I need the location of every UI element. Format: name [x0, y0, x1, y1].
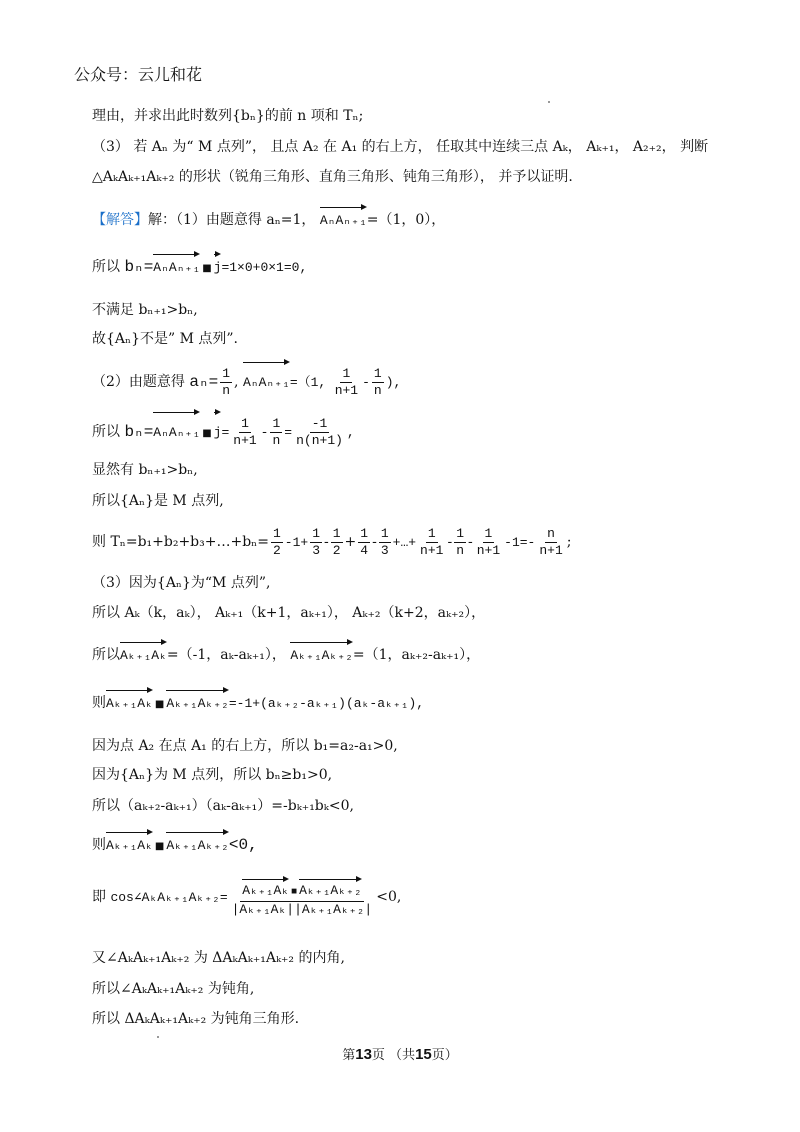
text-line: 所以 ΔAₖAₖ₊₁Aₖ₊₂ 为钝角三角形. — [92, 1011, 300, 1027]
text-line: 所以（aₖ₊₂-aₖ₊₁）（aₖ-aₖ₊₁）=-bₖ₊₁bₖ<0, — [92, 798, 354, 814]
text-line: 所以∠AₖAₖ₊₁Aₖ₊₂ 为钝角, — [92, 981, 255, 997]
vector: Aₖ₊₁Aₖ₊₂ — [166, 688, 229, 714]
text-line: （3）因为{Aₙ}为“M 点列”, — [92, 575, 271, 591]
vector: j — [214, 410, 222, 450]
scan-mark — [548, 101, 550, 103]
vector: AₙAₙ₊₁ — [320, 205, 367, 231]
text-line: 理由，并求出此时数列{bₙ}的前 n 项和 Tₙ; — [92, 108, 364, 124]
vector: Aₖ₊₁Aₖ — [242, 877, 289, 899]
vector: Aₖ₊₁Aₖ₊₂ — [166, 830, 229, 856]
page-footer: 第13页 （共15页） — [342, 1046, 458, 1063]
vector: Aₖ₊₁Aₖ — [106, 830, 153, 856]
vector: Aₖ₊₁Aₖ₊₂ — [290, 640, 353, 666]
text-line: （3） 若 Aₙ 为“ M 点列”， 且点 A₂ 在 A₁ 的右上方， 任取其中连续三点 Aₖ， Aₖ₊₁， A₂₊₂， 判断 — [92, 139, 709, 155]
vector: Aₖ₊₁Aₖ — [120, 640, 167, 666]
text-line: 又∠AₖAₖ₊₁Aₖ₊₂ 为 ΔAₖAₖ₊₁Aₖ₊₂ 的内角, — [92, 950, 345, 966]
scan-mark — [157, 1036, 159, 1038]
vector: Aₖ₊₁Aₖ₊₂ — [299, 877, 362, 899]
formula-line: 则Aₖ₊₁Aₖ ■ Aₖ₊₁Aₖ₊₂=-1+(aₖ₊₂-aₖ₊₁)(aₖ-aₖ₊₁), — [92, 688, 424, 715]
formula-line: 所以 bₙ=AₙAₙ₊₁ ■ j= $\frac{1}{n+1}$ - $\frac{1}{n}$ = $\frac{-1}{n(n+1)}$ , — [92, 410, 355, 451]
vector: AₙAₙ₊₁ — [153, 252, 200, 278]
account-header: 公众号：云儿和花 — [74, 65, 203, 84]
text-line: △AₖAₖ₊₁Aₖ₊₂ 的形状（锐角三角形、直角三角形、钝角三角形）， 并予以证明. — [92, 169, 573, 185]
answer-line: 【解答】解：（1）由题意得 aₙ=1， AₙAₙ₊₁=（1，0）， — [92, 205, 445, 231]
vector: AₙAₙ₊₁ — [243, 360, 290, 400]
text-line: 因为点 A₂ 在点 A₁ 的右上方，所以 b₁=a₂-a₁>0, — [92, 738, 398, 754]
text-line: 因为{Aₙ}为 M 点列，所以 bₙ≥b₁>0, — [92, 767, 333, 783]
vector: Aₖ₊₁Aₖ — [106, 688, 153, 714]
formula-line: 所以 bₙ=AₙAₙ₊₁ ■ j=1×0+0×1=0, — [92, 252, 307, 279]
formula-line: 则Aₖ₊₁Aₖ ■ Aₖ₊₁Aₖ₊₂<0, — [92, 830, 258, 857]
vector: AₙAₙ₊₁ — [153, 410, 200, 450]
text-line: 不满足 bₙ₊₁>bₙ, — [92, 302, 198, 318]
answer-tag: 【解答】 — [92, 212, 148, 228]
text-line: 故{Aₙ}不是” M 点列”. — [92, 331, 238, 347]
page-total: 15 — [415, 1046, 432, 1063]
text-line: 所以{Aₙ}是 M 点列, — [92, 493, 224, 509]
formula-line: 即 cos∠AₖAₖ₊₁Aₖ₊₂= $\frac{\text{Aₖ₊₁Aₖ ■ Aₖ₊₁Aₖ₊₂}}{\text{|Aₖ₊₁Aₖ||Aₖ₊₁Aₖ₊₂|}}$ <0, — [92, 874, 401, 921]
page-number: 13 — [355, 1046, 372, 1063]
formula-line: 则 Tₙ=b₁+b₂+b₃+…+bₙ= $\frac{1}{2}$ -1+ $\frac{1}{3}$ - $\frac{1}{2}$ + $\frac{1}{4}$ - $\frac{1}{3}$ +…+ $\frac{1}{n+1}$ - $\frac{1}{n}$ - $\frac{1}{n+1}$ -1=- $\frac{n}{n+1}$ ; — [92, 525, 572, 558]
vector: j — [214, 252, 222, 278]
text-line: 所以 Aₖ（k，aₖ）， Aₖ₊₁（k+1，aₖ₊₁）， Aₖ₊₂（k+2，aₖ₊₂）， — [92, 605, 486, 621]
formula-line: 所以Aₖ₊₁Aₖ=（-1，aₖ-aₖ₊₁）， Aₖ₊₁Aₖ₊₂=（1，aₖ₊₂-aₖ₊₁）， — [92, 640, 480, 666]
formula-line: （2）由题意得 aₙ= $\frac{1}{n}$ , AₙAₙ₊₁=（1, $\frac{1}{n+1}$ - $\frac{1}{n}$ ), — [92, 360, 401, 400]
text-line: 显然有 bₙ₊₁>bₙ, — [92, 462, 198, 478]
